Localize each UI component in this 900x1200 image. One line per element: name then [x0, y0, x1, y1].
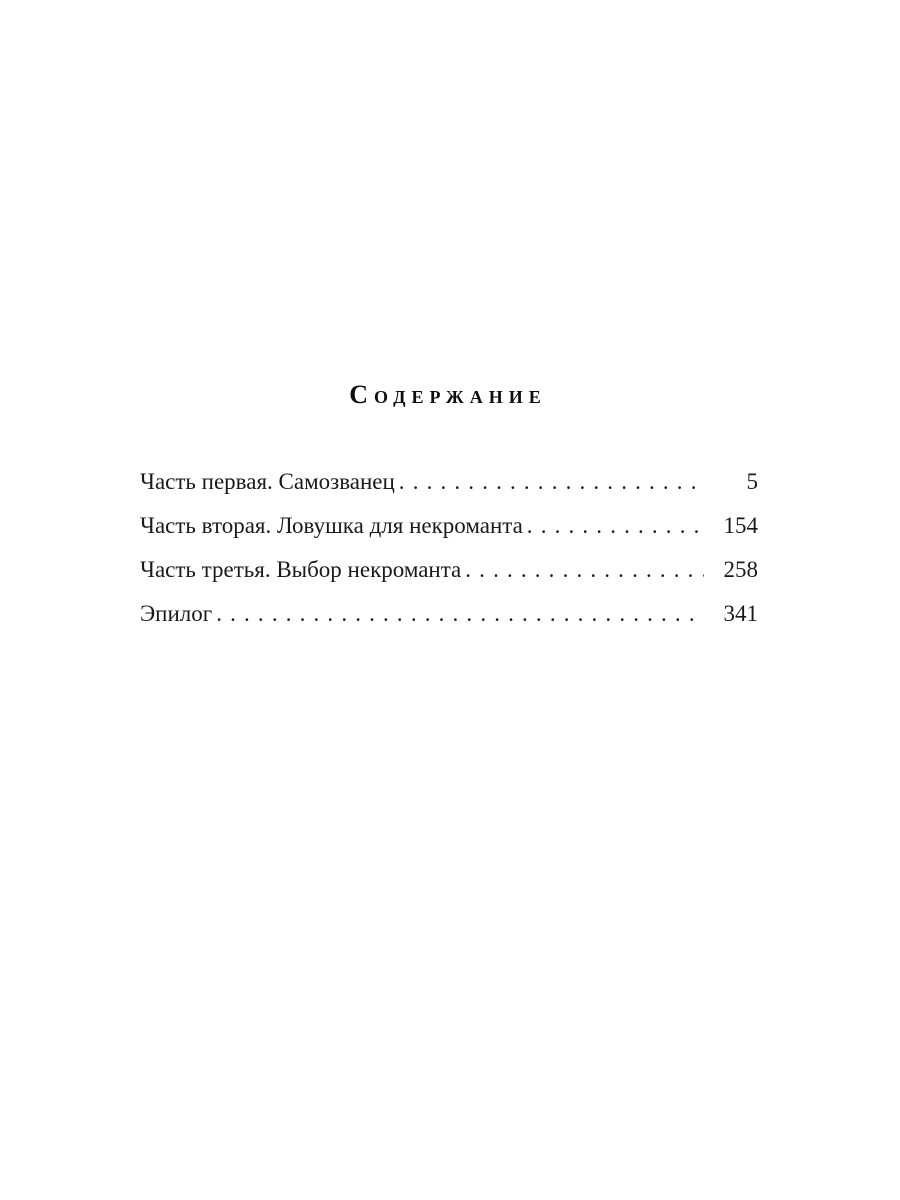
- toc-leader-dots: [465, 558, 704, 581]
- toc-entry[interactable]: [140, 558, 758, 581]
- toc-entry-title: Часть вторая. Ловушка для некроманта: [140, 513, 523, 538]
- toc-entry-page: 341: [723, 601, 758, 626]
- toc-entry-page: 5: [746, 469, 758, 494]
- toc-leader-dots: [399, 470, 704, 493]
- toc-entry-page: 258: [723, 557, 758, 582]
- toc-entry-title: Часть первая. Самозванец: [140, 469, 395, 494]
- toc-entry[interactable]: [140, 602, 758, 625]
- toc-entry-title: Эпилог: [140, 601, 213, 626]
- page-title: Содержание: [349, 380, 547, 409]
- toc-entry[interactable]: [140, 514, 758, 537]
- toc-list: [140, 470, 758, 625]
- table-of-contents: [140, 380, 760, 646]
- toc-leader-dots: [527, 514, 704, 537]
- toc-entry-page: 154: [723, 513, 758, 538]
- toc-entry-title: Часть третья. Выбор некроманта: [140, 557, 462, 582]
- toc-leader-dots: [216, 602, 704, 625]
- toc-entry[interactable]: [140, 470, 758, 493]
